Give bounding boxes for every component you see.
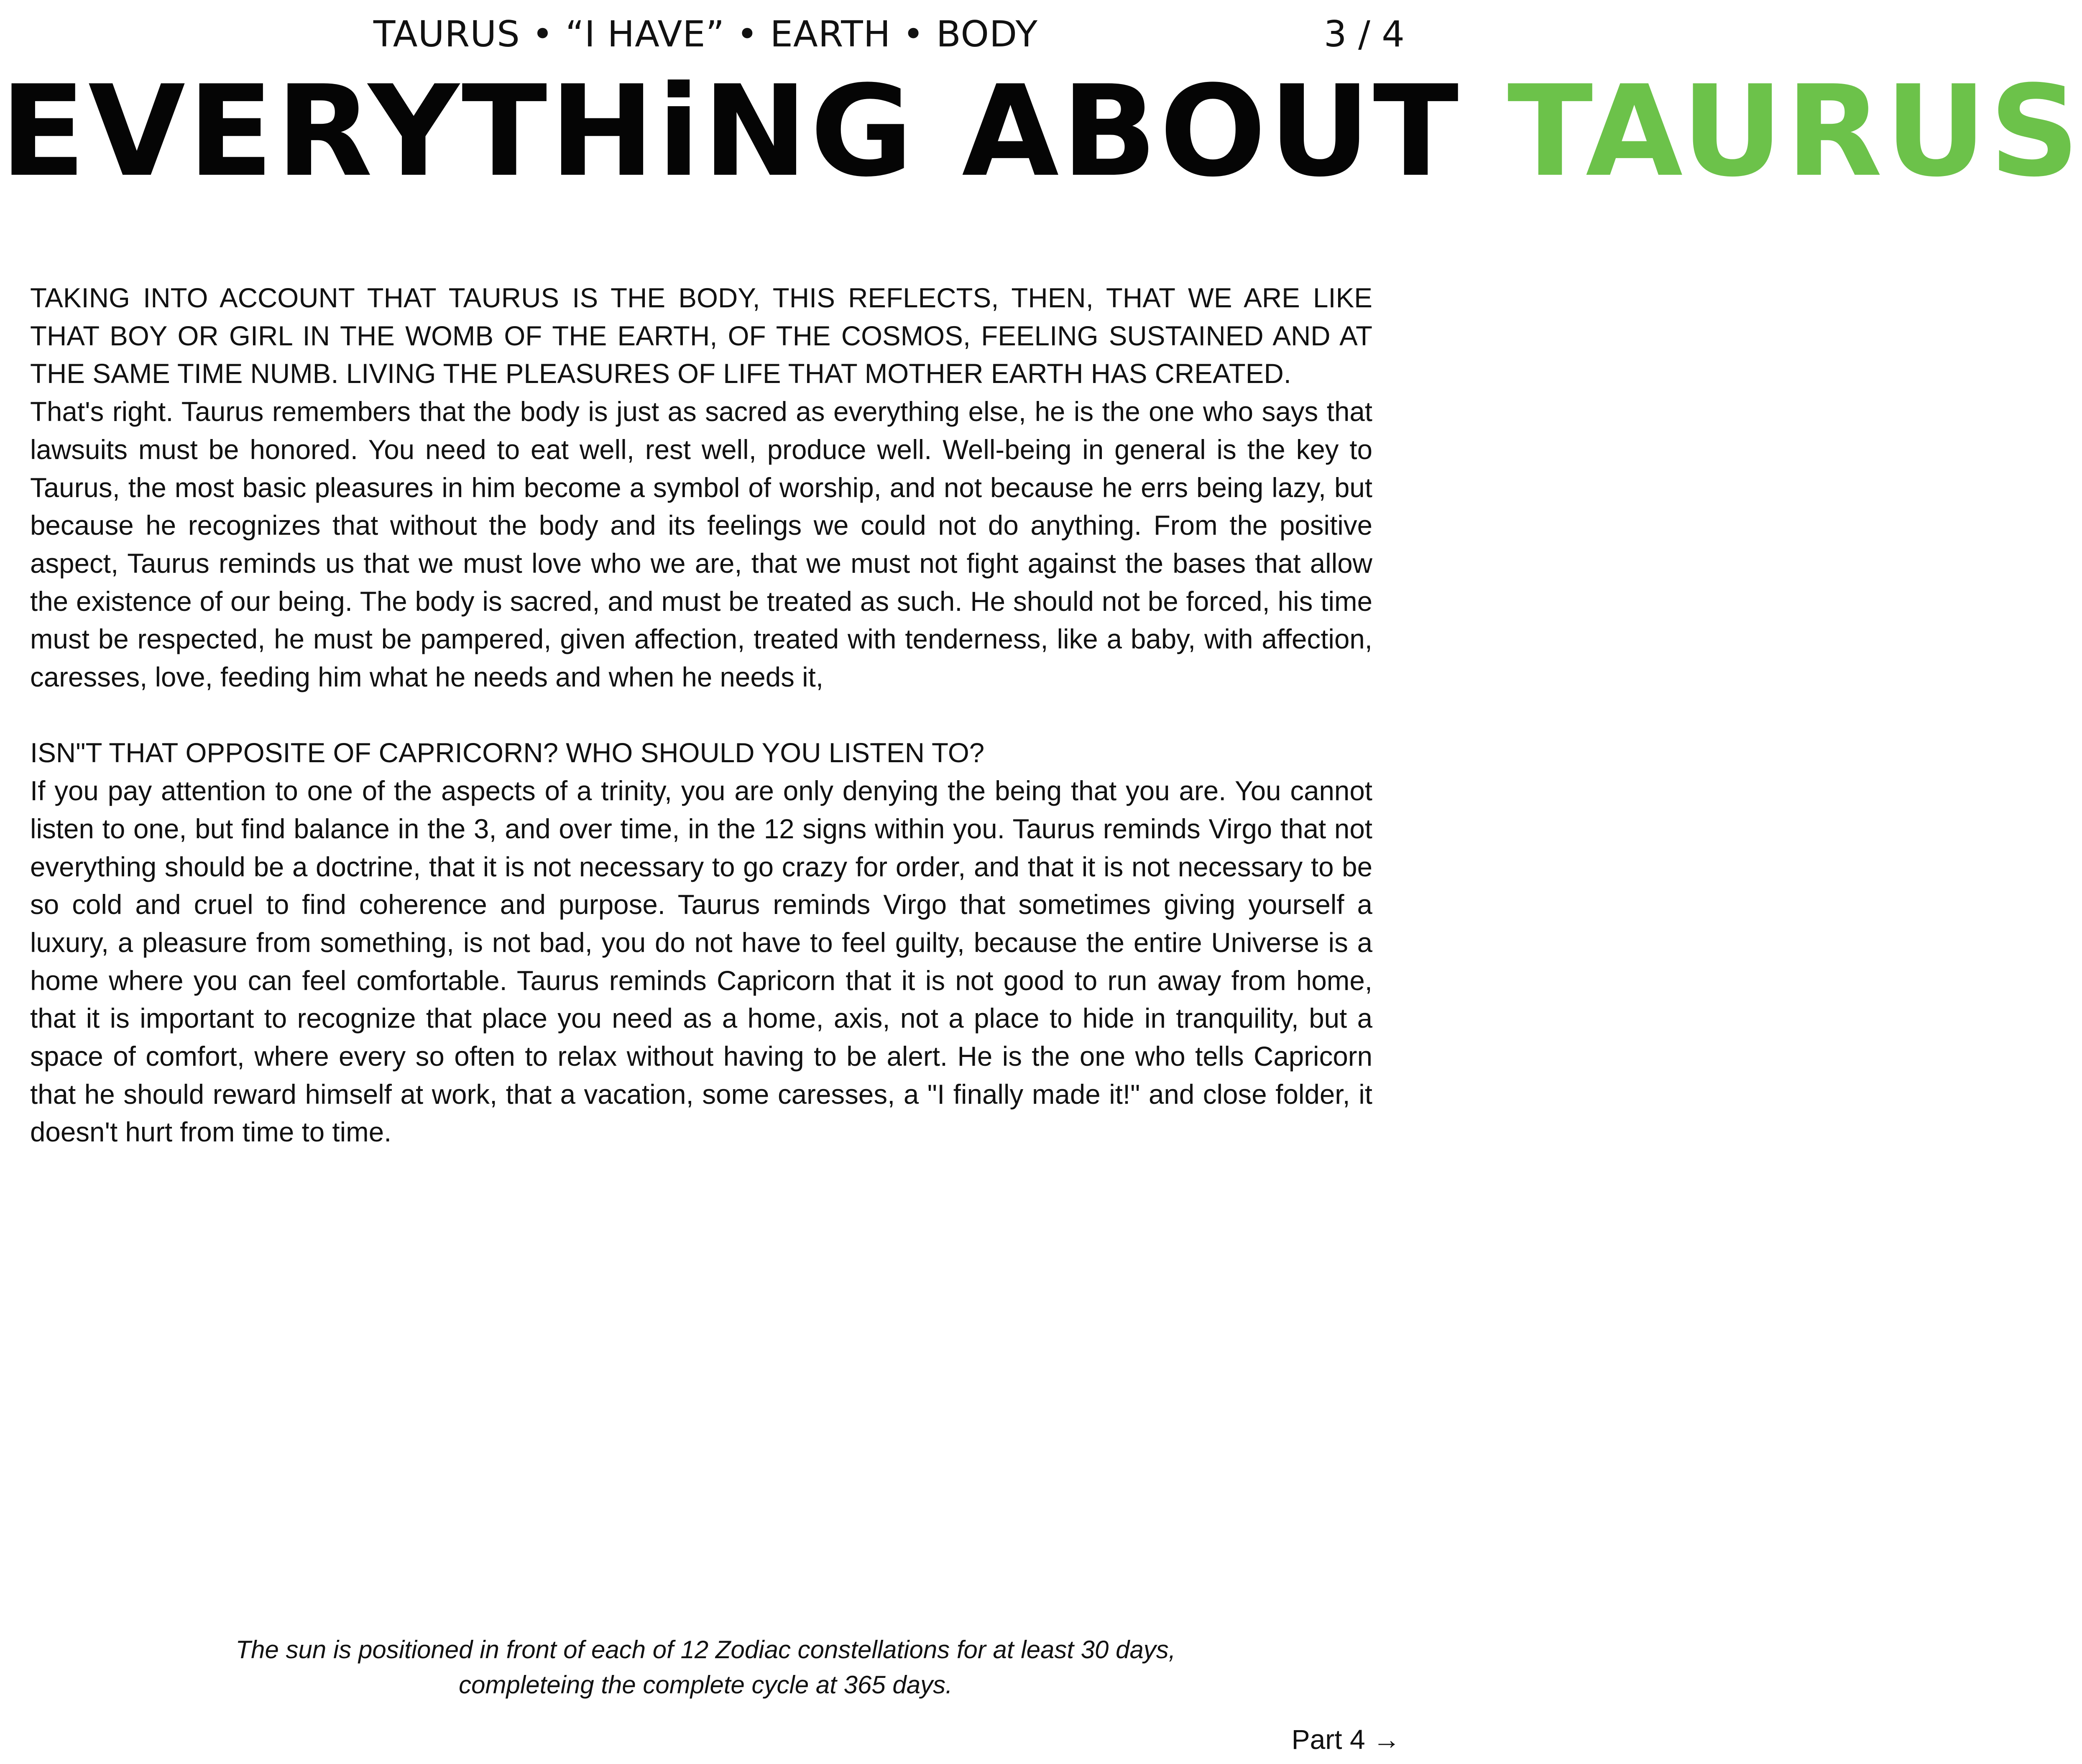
paragraph-spacer — [30, 697, 1372, 735]
footnote-line-2: completeing the complete cycle at 365 days. — [459, 1671, 953, 1699]
page-subtitle: TAURUS • “I HAVE” • EARTH • BODY — [373, 13, 1038, 55]
section-heading-taurus-body: TAKING INTO ACCOUNT THAT TAURUS IS THE BODY, THIS REFLECTS, THEN, THAT WE ARE LIKE THAT BOY OR GIRL IN THE WOMB OF THE EARTH, OF THE COSMOS, FEELING SUSTAINED AND AT THE SAME TIME NUMB. LIVING THE PLEASURES OF LIFE THAT MOTHER EARTH HAS CREATED. — [30, 283, 1372, 389]
page-title — [0, 59, 2082, 204]
next-part-link[interactable]: Part 4 → — [1291, 1724, 1400, 1755]
page-title-main: EVERYTHiNG ABOUT — [0, 59, 1507, 204]
page-title-accent: TAURUS — [1507, 59, 2082, 204]
paragraph-capricorn: If you pay attention to one of the aspects of a trinity, you are only denying the being that you are. You cannot listen to one, but find balance in the 3, and over time, in the 12 signs within you. Taurus reminds Virgo that not everything should be a doctrine, that it is not necessary to go crazy for order, and that it is not necessary to be so cold and cruel to find coherence and purpose. Taurus reminds Virgo that sometimes giving yourself a luxury, a pleasure from something, is not bad, you do not have to feel guilty, because the entire Universe is a home where you can feel comfortable. Taurus reminds Capricorn that it is not good to run away from home, that it is important to recognize that place you need as a home, axis, not a place to hide in tranquility, but a space of comfort, where every so often to relax without having to be alert. He is the one who tells Capricorn that he should reward himself at work, that a vacation, some caresses, a "I finally made it!" and close folder, it doesn't hurt from time to time. — [30, 776, 1372, 1148]
section-heading-capricorn: ISN"T THAT OPPOSITE OF CAPRICORN? WHO SHOULD YOU LISTEN TO? — [30, 738, 985, 768]
page-counter: 3 / 4 — [1323, 13, 1405, 55]
paragraph-taurus-body: That's right. Taurus remembers that the body is just as sacred as everything else, he is the one who says that lawsuits must be honored. You need to eat well, rest well, produce well. Well-being in general is the key to Taurus, the most basic pleasures in him become a symbol of worship, and not because he errs being lazy, but because he recognizes that without the body and its feelings we could not do anything. From the positive aspect, Taurus reminds us that we must love who we are, that we must not fight against the bases that allow the existence of our being. The body is sacred, and must be treated as such. He should not be forced, his time must be respected, he must be pampered, given affection, treated with tenderness, like a baby, with affection, caresses, love, feeding him what he needs and when he needs it, — [30, 396, 1372, 693]
article-body — [30, 279, 1372, 1151]
footnote — [0, 1632, 1411, 1703]
footnote-line-1: The sun is positioned in front of each of 12 Zodiac constellations for at least 30 days, — [235, 1636, 1176, 1664]
